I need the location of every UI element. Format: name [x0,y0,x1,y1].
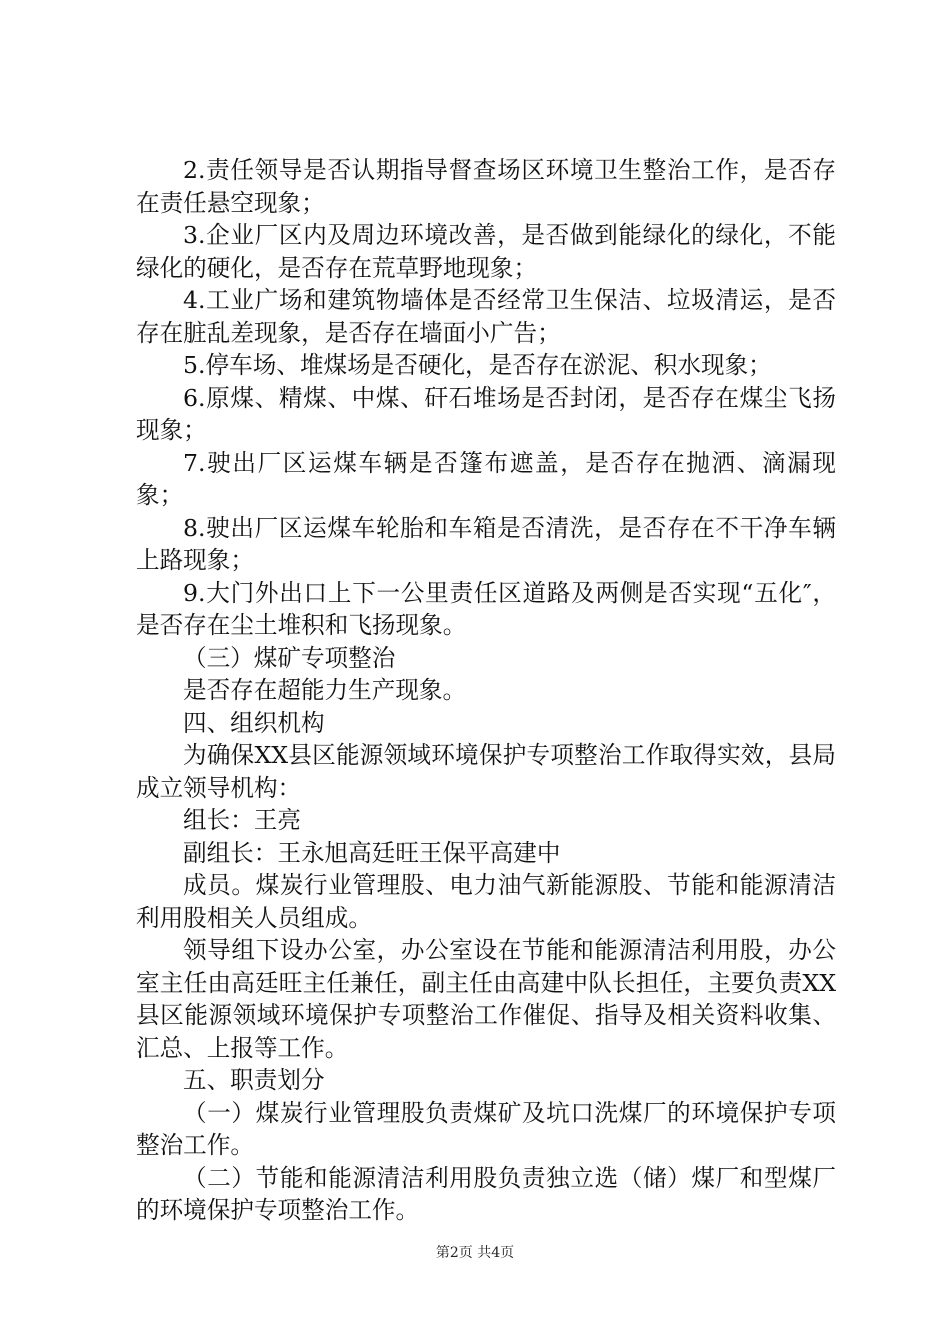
paragraph-team-leader: 组长：王亮 [183,806,301,834]
paragraph-leadership-setup: 为确保XX县区能源领域环境保护专项整治工作取得实效，县局成立领导机构： [136,741,836,802]
page-number-footer: 第2页 共4页 [435,1245,515,1261]
paragraph-item-5: 5.停车场、堆煤场是否硬化，是否存在淤泥、积水现象； [183,351,772,379]
paragraph-responsibility-1: （一）煤炭行业管理股负责煤矿及坑口洗煤厂的环境保护专项整治工作。 [136,1098,836,1159]
paragraph-responsibility-2: （二）节能和能源清洁利用股负责独立选（储）煤厂和型煤厂的环境保护专项整治工作。 [136,1163,836,1224]
section-heading-coal-mine: （三）煤矿专项整治 [183,643,396,672]
paragraph-item-4: 4.工业广场和建筑物墙体是否经常卫生保洁、垃圾清运，是否存在脏乱差现象，是否存在墙面小广告； [136,286,836,347]
paragraph-item-7: 7.驶出厂区运煤车辆是否篷布遮盖，是否存在抛洒、滴漏现象； [136,448,836,509]
paragraph-item-8: 8.驶出厂区运煤车轮胎和车箱是否清洗，是否存在不干净车辆上路现象； [136,513,836,574]
section-heading-organization: 四、组织机构 [183,708,325,737]
paragraph-overcapacity: 是否存在超能力生产现象。 [183,676,467,704]
section-heading-responsibilities: 五、职责划分 [183,1066,325,1094]
paragraph-item-9: 9.大门外出口上下一公里责任区道路及两侧是否实现“五化″，是否存在尘土堆积和飞扬现象。 [136,578,836,639]
paragraph-deputy-leaders: 副组长：王永旭高廷旺王保平高建中 [183,838,561,867]
paragraph-office: 领导组下设办公室，办公室设在节能和能源清洁利用股，办公室主任由高廷旺主任兼任，副主任由高建中队长担任，主要负责XX县区能源领域环境保护专项整治工作催促、指导及相关资料收集、汇总、上报等工作。 [136,936,836,1062]
paragraph-members: 成员。煤炭行业管理股、电力油气新能源股、节能和能源清洁利用股相关人员组成。 [136,871,836,932]
document-body [136,154,836,1227]
paragraph-item-2: 2.责任领导是否认期指导督查场区环境卫生整治工作，是否存在责任悬空现象； [136,156,836,217]
paragraph-item-6: 6.原煤、精煤、中煤、矸石堆场是否封闭，是否存在煤尘飞扬现象； [136,383,836,444]
paragraph-item-3: 3.企业厂区内及周边环境改善，是否做到能绿化的绿化，不能绿化的硬化，是否存在荒草野地现象； [136,221,836,282]
